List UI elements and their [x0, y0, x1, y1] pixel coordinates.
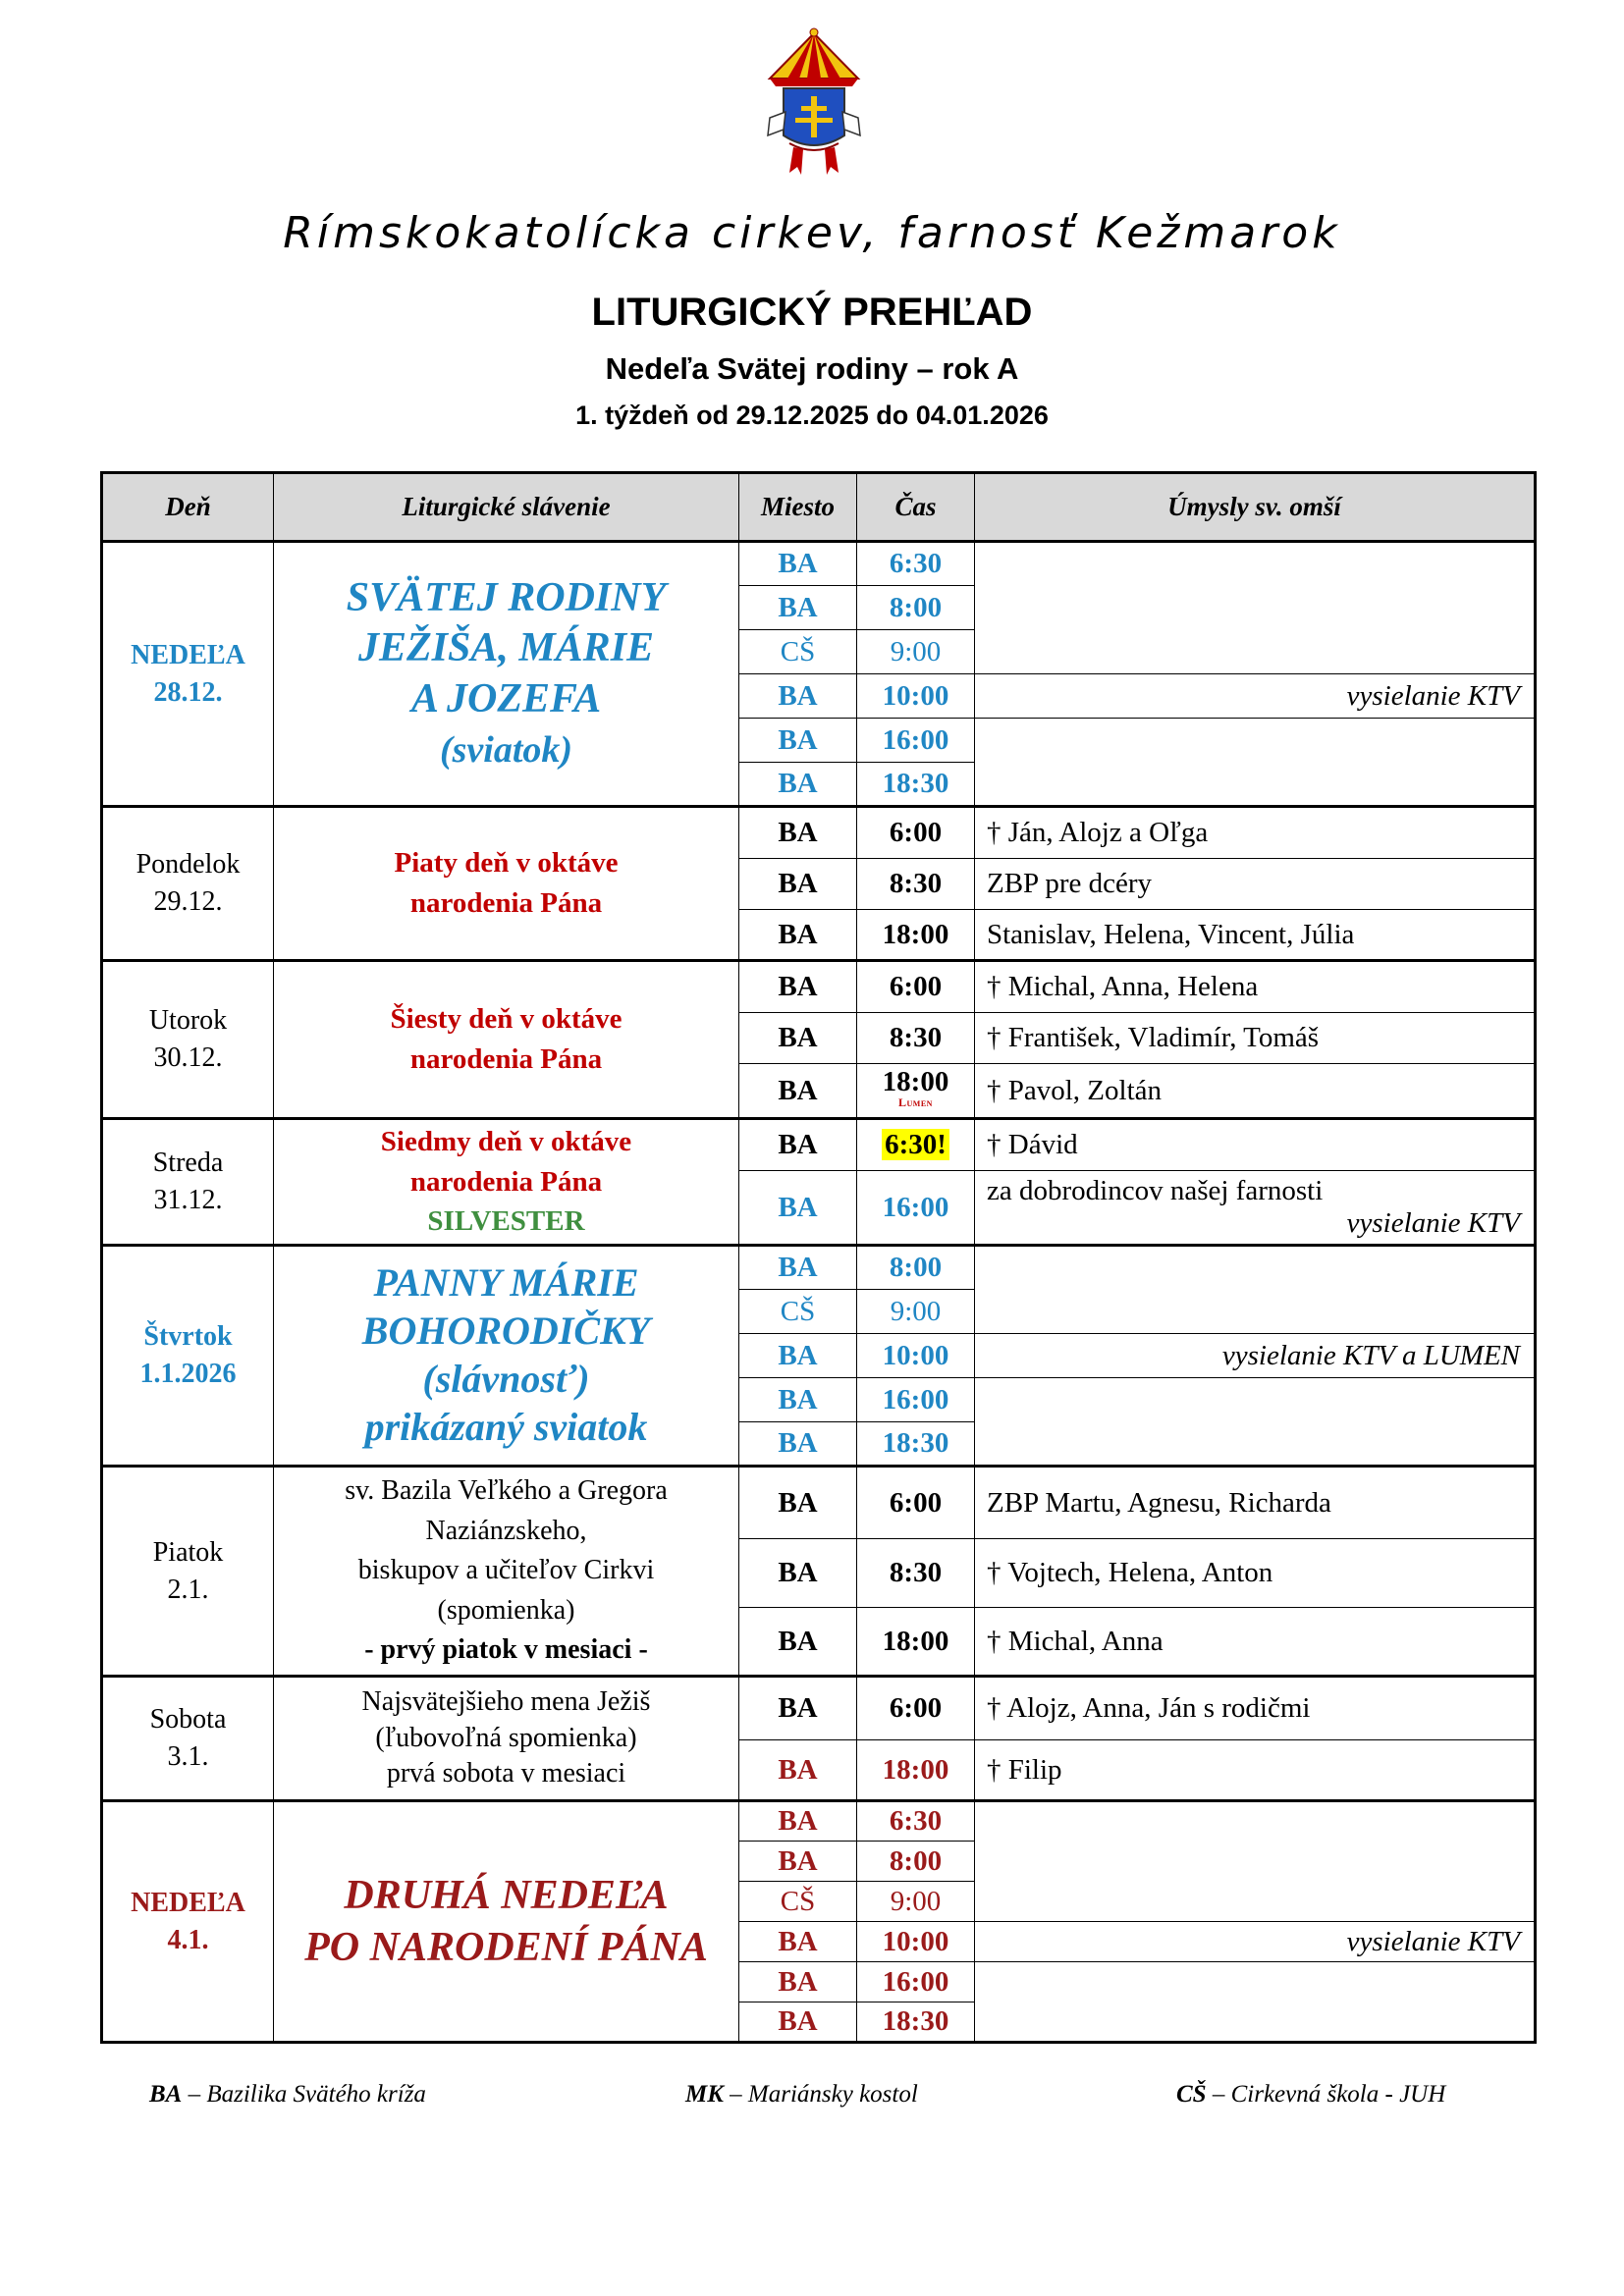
celebration-cell: SVÄTEJ RODINY JEŽIŠA, MÁRIE A JOZEFA (sviatok) [274, 542, 739, 807]
table-row [102, 1467, 1536, 1539]
time-cell: 6:30 [857, 542, 975, 586]
place-cell: BA [739, 807, 857, 859]
intention-cell [975, 1246, 1536, 1334]
intention-cell: † Michal, Anna [975, 1608, 1536, 1677]
time-cell: 18:00 [857, 910, 975, 961]
week-range: 1. týždeň od 29.12.2025 do 04.01.2026 [575, 400, 1049, 430]
time-cell: 10:00 [857, 1334, 975, 1378]
time-cell: 10:00 [857, 674, 975, 719]
time-cell: 8:00 [857, 1246, 975, 1290]
place-cell: CŠ [739, 630, 857, 674]
time-cell: 9:00 [857, 630, 975, 674]
day-cell: Utorok 30.12. [102, 961, 274, 1119]
time-cell: 6:00 [857, 807, 975, 859]
intention-cell: † František, Vladimír, Tomáš [975, 1013, 1536, 1064]
intention-cell [975, 1962, 1536, 2043]
intention-cell [975, 1801, 1536, 1922]
place-cell: BA [739, 1378, 857, 1422]
time-cell: 18:30 [857, 1422, 975, 1467]
col-header-time: Čas [857, 473, 975, 542]
place-cell: BA [739, 1334, 857, 1378]
intention-cell: † Pavol, Zoltán [975, 1064, 1536, 1119]
table-row [102, 807, 1536, 859]
place-cell: BA [739, 1171, 857, 1246]
parish-name: Rímskokatolícka cirkev, farnosť Kežmarok [283, 208, 1341, 258]
place-cell: BA [739, 910, 857, 961]
time-cell [857, 1119, 975, 1171]
time-cell: 9:00 [857, 1290, 975, 1334]
day-cell: Pondelok 29.12. [102, 807, 274, 961]
place-cell: BA [739, 1962, 857, 2002]
time-cell: 18:30 [857, 2002, 975, 2043]
time-cell: 8:30 [857, 1013, 975, 1064]
intention-cell: † Vojtech, Helena, Anton [975, 1539, 1536, 1608]
day-cell: Sobota 3.1. [102, 1677, 274, 1801]
intention-cell [975, 719, 1536, 807]
page-subtitle: Nedeľa Svätej rodiny – rok A [605, 351, 1019, 386]
day-cell: Štvrtok 1.1.2026 [102, 1246, 274, 1467]
place-cell: BA [739, 586, 857, 630]
celebration-cell: PANNY MÁRIE BOHORODIČKY (slávnosť) prikázaný sviatok [274, 1246, 739, 1467]
intention-cell: ZBP pre dcéry [975, 859, 1536, 910]
place-cell: BA [739, 1740, 857, 1801]
place-cell: BA [739, 1608, 857, 1677]
place-cell: BA [739, 1422, 857, 1467]
time-cell: 6:00 [857, 961, 975, 1013]
broadcast-note: vysielanie KTV [975, 1922, 1536, 1962]
time-value: 18:00 [882, 1065, 949, 1097]
intention-cell: za dobrodincov našej farnosti vysielanie KTV [975, 1171, 1536, 1246]
celebration-cell: Najsvätejšieho mena Ježiš (ľubovoľná spomienka) prvá sobota v mesiaci [274, 1677, 739, 1801]
day-cell: Streda 31.12. [102, 1119, 274, 1246]
col-header-place: Miesto [739, 473, 857, 542]
celebration-cell: Siedmy deň v oktáve narodenia Pána SILVESTER [274, 1119, 739, 1246]
legend-item: MK – Mariánsky kostol [685, 2081, 918, 2108]
time-cell: 8:00 [857, 1842, 975, 1882]
col-header-day: Deň [102, 473, 274, 542]
place-cell: BA [739, 1677, 857, 1740]
broadcast-note: vysielanie KTV [1346, 1207, 1520, 1239]
time-cell: 18:30 [857, 763, 975, 807]
place-cell: BA [739, 674, 857, 719]
parish-crest-logo [750, 27, 878, 194]
time-cell: 18:00 [857, 1608, 975, 1677]
place-cell: BA [739, 1064, 857, 1119]
intention-cell [975, 542, 1536, 674]
intention-cell: † Alojz, Anna, Ján s rodičmi [975, 1677, 1536, 1740]
place-cell: BA [739, 1467, 857, 1539]
broadcast-note: vysielanie KTV [975, 674, 1536, 719]
time-cell: 8:00 [857, 586, 975, 630]
time-cell: 16:00 [857, 719, 975, 763]
place-cell: BA [739, 1246, 857, 1290]
table-row [102, 1677, 1536, 1740]
day-cell: NEDEĽA 4.1. [102, 1801, 274, 2043]
page-title: LITURGICKÝ PREHĽAD [591, 291, 1033, 334]
day-cell: NEDEĽA 28.12. [102, 542, 274, 807]
col-header-celebration: Liturgické slávenie [274, 473, 739, 542]
intention-cell: † Dávid [975, 1119, 1536, 1171]
time-cell: 18:00 [857, 1740, 975, 1801]
time-cell: 8:30 [857, 859, 975, 910]
time-cell: 8:30 [857, 1539, 975, 1608]
place-cell: BA [739, 961, 857, 1013]
intention-cell: † Filip [975, 1740, 1536, 1801]
place-cell: BA [739, 2002, 857, 2043]
place-cell: CŠ [739, 1882, 857, 1922]
table-row [102, 1801, 1536, 1842]
day-cell: Piatok 2.1. [102, 1467, 274, 1677]
place-cell: BA [739, 1539, 857, 1608]
intention-cell [975, 1378, 1536, 1467]
table-row [102, 1246, 1536, 1290]
table-row [102, 542, 1536, 586]
celebration-cell: sv. Bazila Veľkého a Gregora Naziánzskeho, biskupov a učiteľov Cirkvi (spomienka) - prvý piatok v mesiaci - [274, 1467, 739, 1677]
time-cell: 10:00 [857, 1922, 975, 1962]
celebration-cell: DRUHÁ NEDEĽA PO NARODENÍ PÁNA [274, 1801, 739, 2043]
table-row [102, 961, 1536, 1013]
place-cell: BA [739, 542, 857, 586]
table-row [102, 1119, 1536, 1171]
col-header-intentions: Úmysly sv. omší [975, 473, 1536, 542]
intention-cell: Stanislav, Helena, Vincent, Júlia [975, 910, 1536, 961]
place-cell: BA [739, 1842, 857, 1882]
intention-cell: † Ján, Alojz a Oľga [975, 807, 1536, 859]
time-cell: 16:00 [857, 1171, 975, 1246]
place-cell: BA [739, 1119, 857, 1171]
celebration-cell: Šiesty deň v oktáve narodenia Pána [274, 961, 739, 1119]
intention-cell: ZBP Martu, Agnesu, Richarda [975, 1467, 1536, 1539]
time-cell: 6:00 [857, 1467, 975, 1539]
place-cell: BA [739, 1801, 857, 1842]
time-cell: 16:00 [857, 1962, 975, 2002]
place-cell: BA [739, 859, 857, 910]
lumen-label: Lumen [898, 1095, 933, 1109]
time-cell: 6:30 [857, 1801, 975, 1842]
legend-item: BA – Bazilika Svätého kríža [149, 2081, 426, 2108]
place-cell: BA [739, 1013, 857, 1064]
legend-item: CŠ – Cirkevná škola - JUH [1176, 2081, 1446, 2108]
place-cell: BA [739, 1922, 857, 1962]
broadcast-note: vysielanie KTV a LUMEN [975, 1334, 1536, 1378]
highlighted-time: 6:30! [882, 1129, 949, 1160]
time-cell: 16:00 [857, 1378, 975, 1422]
time-cell: 9:00 [857, 1882, 975, 1922]
time-cell: 6:00 [857, 1677, 975, 1740]
place-cell: BA [739, 763, 857, 807]
place-cell: BA [739, 719, 857, 763]
time-cell [857, 1064, 975, 1119]
celebration-cell: Piaty deň v oktáve narodenia Pána [274, 807, 739, 961]
liturgy-table [100, 471, 1537, 2044]
intention-cell: † Michal, Anna, Helena [975, 961, 1536, 1013]
place-cell: CŠ [739, 1290, 857, 1334]
